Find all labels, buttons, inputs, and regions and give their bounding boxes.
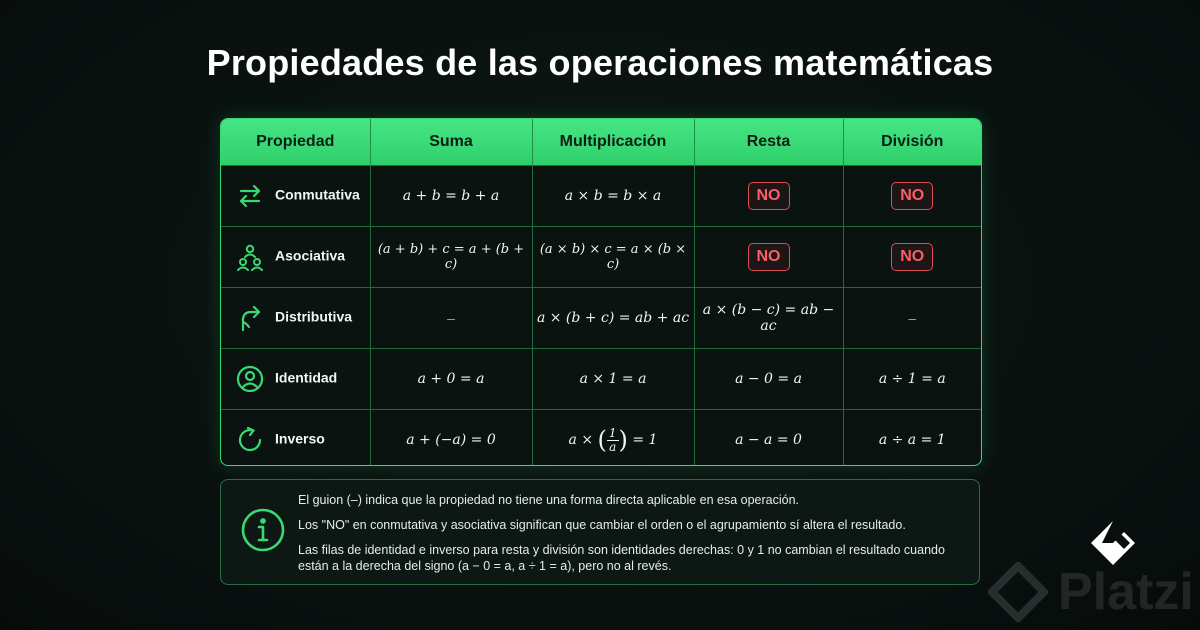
- property-cell: [221, 410, 370, 467]
- user-circle-icon: [235, 364, 265, 394]
- table-row: [221, 288, 981, 349]
- cell-multiplicacion: a × (b + c) = ab + ac: [532, 288, 694, 349]
- cell-resta: [694, 166, 843, 227]
- page-title: Propiedades de las operaciones matemáticas: [206, 42, 994, 83]
- cell-division: [843, 227, 981, 288]
- platzi-watermark-icon: [988, 562, 1048, 622]
- info-icon: [239, 506, 287, 554]
- table-row: [221, 349, 981, 410]
- cell-suma: (a + b) + c = a + (b + c): [370, 227, 532, 288]
- fraction: $\frac{1}{a}$: [608, 425, 617, 454]
- properties-table: [220, 118, 982, 466]
- cell-division: –: [843, 288, 981, 349]
- cell-resta: a − a = 0: [694, 410, 843, 467]
- header-suma: Suma: [370, 119, 532, 166]
- cell-resta: a × (b − c) = ab − ac: [694, 288, 843, 349]
- property-name: Conmutativa: [275, 186, 360, 203]
- header-division: División: [843, 119, 981, 166]
- cell-division: a ÷ 1 = a: [843, 349, 981, 410]
- no-badge: NO: [891, 182, 933, 210]
- platzi-logo-icon: [1088, 518, 1138, 568]
- cell-suma: a + 0 = a: [370, 349, 532, 410]
- note-line: Las filas de identidad e inverso para resta y división son identidades derechas: 0 y 1 no cambian el resultado cuando están a la derecha del signo (a − 0 = a, a ÷ 1 = a), pero no al revés.: [298, 543, 945, 573]
- header-multiplicacion: Multiplicación: [532, 119, 694, 166]
- swap-arrows-icon: [235, 181, 265, 211]
- table-header-row: [221, 119, 981, 166]
- property-cell: [221, 288, 370, 349]
- no-badge: NO: [748, 243, 790, 271]
- no-badge: NO: [891, 243, 933, 271]
- cell-suma: a + b = b + a: [370, 166, 532, 227]
- header-resta: Resta: [694, 119, 843, 166]
- note-line: Los "NO" en conmutativa y asociativa significan que cambiar el orden o el agrupamiento sí altera el resultado.: [298, 518, 906, 532]
- property-cell: [221, 166, 370, 227]
- cell-multiplicacion: a × b = b × a: [532, 166, 694, 227]
- cell-multiplicacion: a × 1 = a: [532, 349, 694, 410]
- cell-resta: a − 0 = a: [694, 349, 843, 410]
- cell-suma: –: [370, 288, 532, 349]
- property-cell: [221, 349, 370, 410]
- property-cell: [221, 227, 370, 288]
- no-badge: NO: [748, 182, 790, 210]
- note-line: El guion (–) indica que la propiedad no tiene una forma directa aplicable en esa operación.: [298, 493, 800, 507]
- info-note: [220, 479, 980, 585]
- cell-suma: a + (−a) = 0: [370, 410, 532, 467]
- platzi-watermark: Platzi: [1058, 563, 1194, 621]
- cell-resta: [694, 227, 843, 288]
- cell-multiplicacion: (a × b) × c = a × (b × c): [532, 227, 694, 288]
- branch-arrow-icon: [235, 303, 265, 333]
- cell-multiplicacion: a × ( $\frac{1}{a}$ ) = 1: [532, 410, 694, 467]
- property-name: Inverso: [275, 430, 325, 447]
- people-group-icon: [235, 242, 265, 272]
- property-name: Asociativa: [275, 247, 346, 264]
- property-name: Distributiva: [275, 308, 353, 325]
- table-row: [221, 410, 981, 467]
- refresh-icon: [235, 425, 265, 455]
- table-row: [221, 166, 981, 227]
- header-propiedad: Propiedad: [221, 119, 370, 166]
- cell-division: [843, 166, 981, 227]
- property-name: Identidad: [275, 369, 338, 386]
- table-row: [221, 227, 981, 288]
- cell-division: a ÷ a = 1: [843, 410, 981, 467]
